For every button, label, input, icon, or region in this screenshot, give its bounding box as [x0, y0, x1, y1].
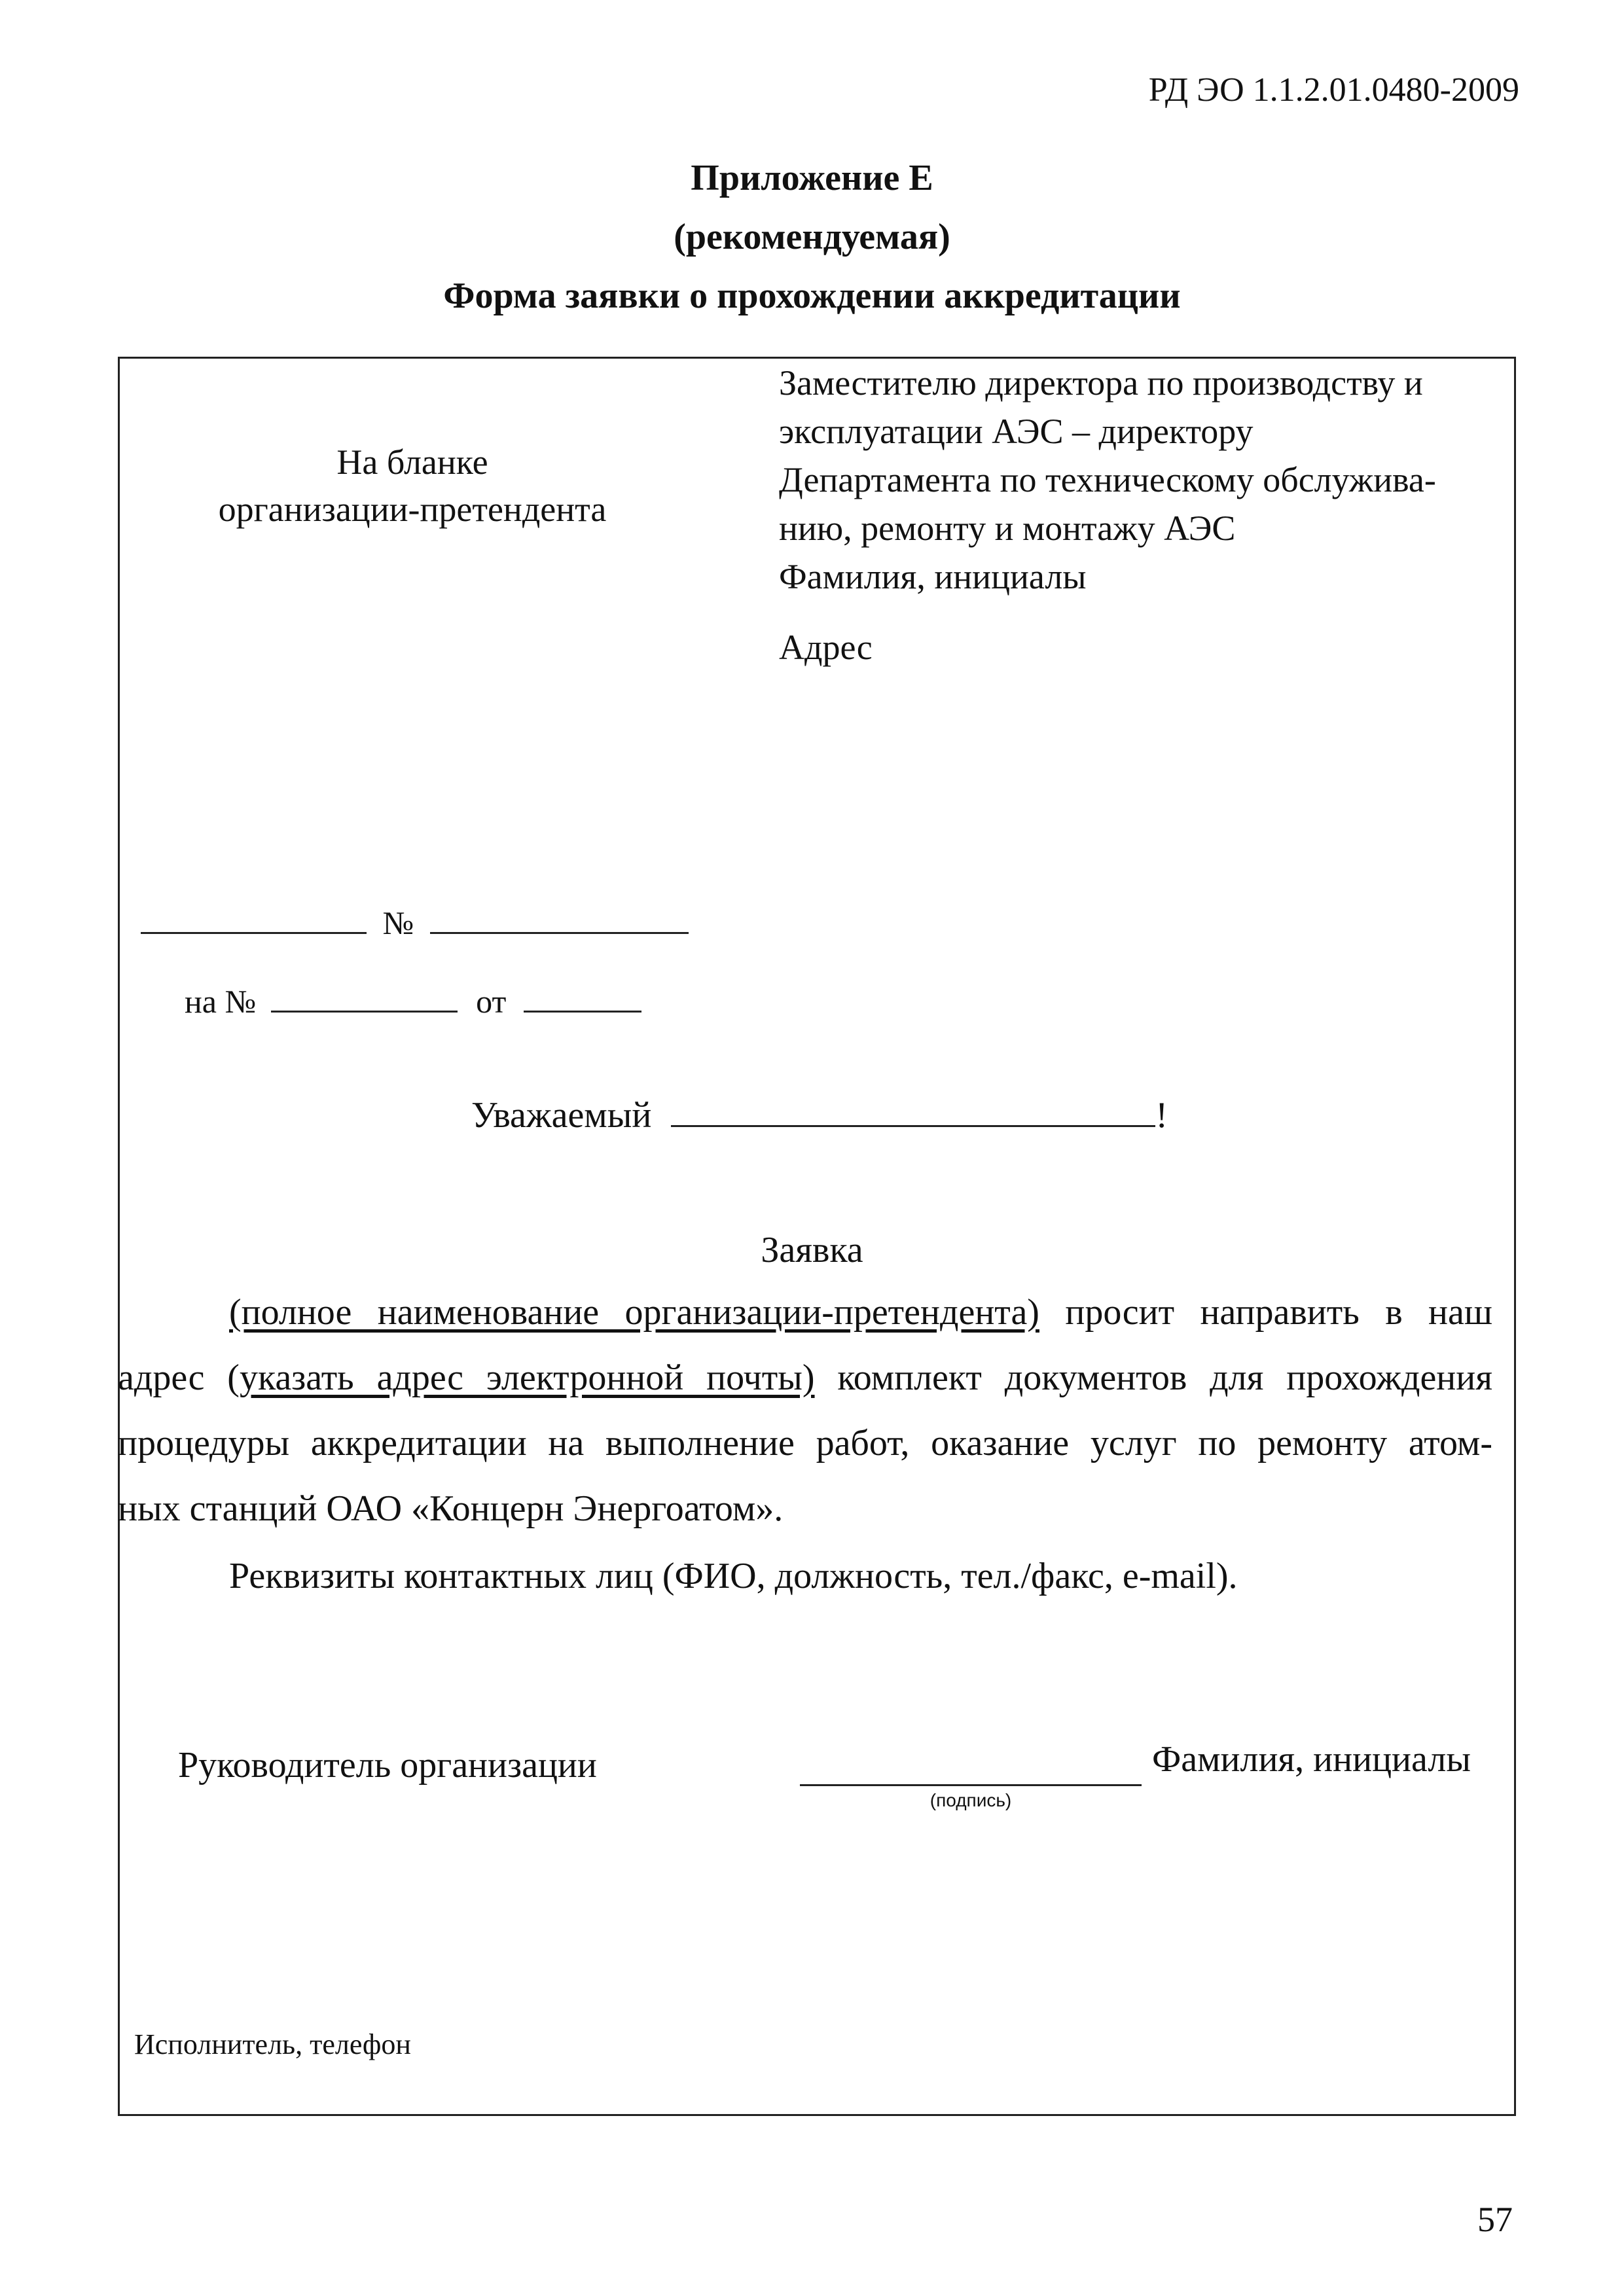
- addressee-line: нию, ремонту и монтажу АЭС: [779, 509, 1236, 548]
- letterhead-placeholder: [190, 439, 635, 533]
- date-blank[interactable]: [141, 903, 367, 934]
- number-sign: №: [382, 905, 414, 941]
- outgoing-number-blank[interactable]: [430, 903, 689, 934]
- executor-label: Исполнитель, телефон: [134, 2028, 411, 2060]
- date-from-label: от: [476, 983, 507, 1020]
- head-of-organization-label: Руководитель организации: [178, 1745, 597, 1785]
- signature-caption: (подпись): [929, 1790, 1012, 1810]
- page-number: 57: [1477, 2200, 1513, 2239]
- salutation: [471, 1094, 1168, 1136]
- addressee-block: [779, 359, 1512, 601]
- letterhead-line: На бланке: [336, 442, 488, 482]
- outgoing-number-line: [141, 903, 689, 942]
- contacts-line: Реквизиты контактных лиц (ФИО, должность, тел./факс, e-mail).: [229, 1556, 1238, 1596]
- body-line: (полное наименование организации-претендента) просит направить в наш: [229, 1292, 1492, 1333]
- appendix-title: Приложение Е: [691, 158, 933, 198]
- body-line: адрес (указать адрес электронной почты) комплект документов для прохождения: [118, 1357, 1493, 1398]
- letterhead-line: организации-претендента: [218, 490, 607, 529]
- organization-name-placeholder: (полное наименование организации-претендента): [229, 1292, 1039, 1333]
- signer-name: Фамилия, инициалы: [1152, 1739, 1471, 1780]
- in-reply-label: на №: [185, 983, 257, 1020]
- form-title: Форма заявки о прохождении аккредитации: [443, 276, 1181, 316]
- appendix-status: (рекомендуемая): [674, 217, 950, 257]
- reply-reference-line: [185, 982, 641, 1020]
- addressee-line: Фамилия, инициалы: [779, 557, 1087, 596]
- body-line: процедуры аккредитации на выполнение работ, оказание услуг по ремонту атом-: [118, 1423, 1492, 1463]
- reply-number-blank[interactable]: [271, 982, 458, 1013]
- address-label: Адрес: [779, 628, 873, 667]
- salutation-prefix: Уважаемый: [471, 1095, 652, 1136]
- addressee-line: Заместителю директора по производству и: [779, 363, 1423, 403]
- salutation-suffix: !: [1155, 1095, 1168, 1136]
- email-placeholder: указать адрес электронной почты): [239, 1357, 815, 1398]
- document-code: РД ЭО 1.1.2.01.0480-2009: [1148, 71, 1519, 109]
- request-body: [118, 1280, 1492, 1541]
- addressee-line: Департамента по техническому обслужива-: [779, 460, 1436, 499]
- request-title: Заявка: [761, 1230, 863, 1270]
- recipient-name-blank[interactable]: [671, 1096, 1155, 1127]
- addressee-line: эксплуатации АЭС – директору: [779, 412, 1254, 451]
- reply-date-blank[interactable]: [524, 982, 641, 1013]
- signature-line[interactable]: [800, 1784, 1142, 1786]
- body-line: ных станций ОАО «Концерн Энергоатом».: [118, 1488, 784, 1529]
